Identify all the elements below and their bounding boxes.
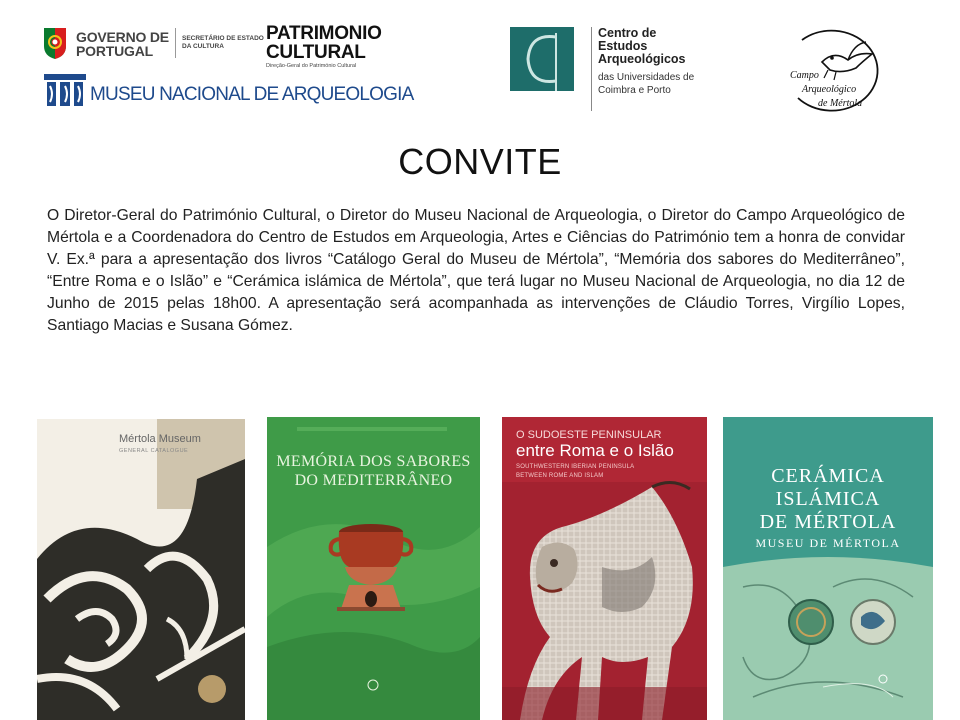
book4-title-line2: ISLÁMICA	[775, 488, 881, 510]
centro-c-mark	[510, 27, 574, 91]
invitation-text: O Diretor-Geral do Património Cultural, o Diretor do Museu Nacional de Arqueologia, o Diretor do Campo Arqueológico de Mértola e a Coordenadora do Centro de Estudos em Arqueologia, Artes e Ciências do Património tem a honra de convidar V. Ex.ª para a apresentação dos livros “Catálogo Geral do Museu de Mértola”, “Memória dos sabores do Mediterrâneo”, “Entre Roma e o Islão” e “Cerámica islámica de Mértola”, que terá lugar no Museu Nacional de Arqueologia, no dia 12 de Junho de 2015 pelas 18h00. A apresentação será acompanhada as intervenções de Cláudio Torres, Virgílio Lopes, Santiago Macias e Susana Gómez.	[47, 207, 905, 335]
museu-columns-icon	[44, 74, 86, 108]
book3-title: entre Roma e o Islão	[516, 441, 674, 460]
campo-line1: Campo	[790, 70, 819, 81]
gov-line1: GOVERNO DE	[76, 29, 169, 45]
book3-sub-line1: SOUTHWESTERN IBERIAN PENINSULA	[516, 464, 635, 470]
divider	[591, 27, 592, 111]
patrimonio-subtitle: Direção-Geral do Património Cultural	[266, 63, 357, 69]
governo-logo-row	[40, 22, 390, 69]
secretaria-text	[182, 35, 264, 51]
gov-line2: PORTUGAL	[76, 43, 153, 59]
governo-text	[76, 30, 169, 58]
book3-subtitle	[516, 463, 634, 481]
book4-title	[723, 465, 933, 534]
museu-logo-row	[40, 74, 414, 114]
book3-top-text: O SUDOESTE PENINSULAR	[516, 429, 662, 441]
patrimonio-text	[266, 24, 382, 62]
book2-title	[267, 452, 480, 490]
campo-line3: de Mértola	[818, 98, 863, 109]
centro-line3: Arqueológicos	[598, 52, 686, 66]
centro-sub1: das Universidades de	[598, 72, 695, 83]
campo-line2: Arqueológico	[802, 84, 857, 95]
book4-title-line3: DE MÉRTOLA	[759, 511, 897, 533]
portugal-flag-icon	[42, 26, 68, 60]
centro-title	[598, 27, 686, 66]
book-cover-entre-roma-islao	[502, 417, 707, 720]
centro-line2: Estudos	[598, 39, 648, 53]
ceramic-drawing-image	[723, 417, 933, 720]
book4-title-line1: CERÁMICA	[771, 465, 885, 487]
patrimonio-line2: CULTURAL	[266, 42, 366, 63]
page-title: CONVITE	[398, 141, 562, 182]
book3-sub-line2: BETWEEN ROME AND ISLAM	[516, 473, 604, 479]
book1-title: Mértola Museum	[119, 433, 201, 445]
museu-nacional-text: MUSEU NACIONAL DE ARQUEOLOGIA	[90, 84, 414, 105]
book-cover-ceramica-islamica	[723, 417, 933, 720]
book-cover-memoria-sabores	[267, 417, 480, 720]
book-cover-mertola-museum	[37, 419, 245, 720]
centro-estudos-logo	[510, 27, 710, 113]
patrimonio-line1: PATRIMONIO	[266, 23, 382, 44]
book2-title-line2: DO MEDITERRÂNEO	[294, 472, 453, 489]
book2-title-line1: MEMÓRIA DOS SABORES	[276, 453, 471, 470]
campo-arqueologico-logo	[782, 28, 892, 116]
secretaria-line2: DA CULTURA	[182, 43, 224, 50]
c-letter-icon	[510, 27, 574, 91]
centro-line1: Centro de	[598, 26, 657, 40]
secretaria-line1: SECRETÁRIO DE ESTADO	[182, 35, 264, 42]
divider	[175, 28, 176, 58]
book1-subtitle: GENERAL CATALOGUE	[119, 448, 189, 454]
governo-patrimonio-logo	[40, 22, 414, 114]
centro-sub2: Coimbra e Porto	[598, 85, 671, 96]
centro-subtitle	[598, 71, 694, 97]
book4-subtitle: MUSEU DE MÉRTOLA	[755, 536, 901, 550]
abstract-pattern-image	[37, 419, 245, 720]
